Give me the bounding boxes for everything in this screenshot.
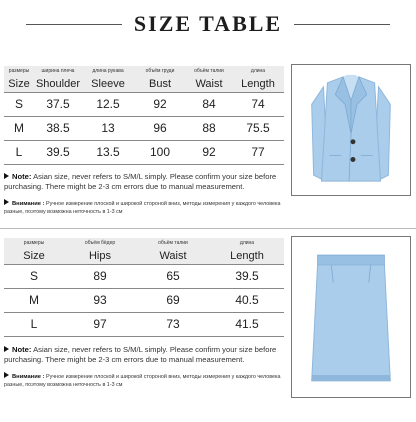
table-cell: 93	[64, 288, 136, 312]
table-cell: 13	[82, 116, 134, 140]
section-divider	[0, 228, 416, 229]
header-cell: Hips	[64, 248, 136, 264]
table-row	[4, 288, 284, 312]
triangle-bullet-icon	[4, 199, 9, 205]
table-row	[4, 140, 284, 164]
note-ru-text: Ручное измерение плоской и широкой стороной вниз, методы измерения у каждого человека разные, поэтому возможна неточность в 1-3 см	[4, 374, 281, 388]
header-cell: Size	[4, 76, 34, 92]
table-cell: 92	[186, 140, 232, 164]
note-text: Asian size, never refers to S/M/L simply. Please confirm your size before purchasing. There might be 2-3 cm errors due to manual measurement.	[4, 172, 277, 191]
skirt-ru-header-row	[4, 238, 284, 248]
table-cell: 37.5	[34, 92, 82, 116]
header-cell: Size	[4, 248, 64, 264]
table-cell: 84	[186, 92, 232, 116]
skirt-size-table	[4, 238, 284, 337]
note-text: Asian size, never refers to S/M/L simply. Please confirm your size before purchasing. There might be 2-3 cm errors due to manual measurement.	[4, 345, 277, 364]
blazer-icon	[292, 65, 410, 195]
ru-header-cell: размеры	[4, 66, 34, 76]
table-cell: 39.5	[34, 140, 82, 164]
blue-skirt-image	[291, 236, 411, 398]
page-title: SIZE TABLE	[133, 11, 283, 36]
note-label: Note:	[12, 172, 32, 181]
ru-header-cell: размеры	[4, 238, 64, 248]
table-cell: 40.5	[210, 288, 284, 312]
table-cell: 73	[136, 312, 210, 336]
skirt-note	[4, 345, 286, 365]
skirt-header-row	[4, 248, 284, 264]
table-cell: 77	[232, 140, 284, 164]
header-cell: Shoulder	[34, 76, 82, 92]
size-cell: S	[4, 264, 64, 288]
header-cell: Sleeve	[82, 76, 134, 92]
triangle-bullet-icon	[4, 372, 9, 378]
table-cell: 69	[136, 288, 210, 312]
table-cell: 92	[134, 92, 186, 116]
size-cell: L	[4, 312, 64, 336]
table-cell: 74	[232, 92, 284, 116]
note-ru-label: Внимание :	[12, 374, 45, 380]
triangle-bullet-icon	[4, 346, 9, 352]
table-cell: 88	[186, 116, 232, 140]
header-cell: Bust	[134, 76, 186, 92]
table-cell: 41.5	[210, 312, 284, 336]
ru-header-cell: объём груди	[134, 66, 186, 76]
table-cell: 39.5	[210, 264, 284, 288]
table-row	[4, 116, 284, 140]
skirt-icon	[292, 237, 410, 397]
triangle-bullet-icon	[4, 173, 9, 179]
jacket-note-ru	[4, 199, 286, 216]
blue-blazer-image	[291, 64, 411, 196]
table-cell: 38.5	[34, 116, 82, 140]
note-ru-text: Ручное измерение плоской и широкой стороной вниз, методы измерения у каждого человека разные, поэтому возможна неточность в 1-3 см	[4, 201, 281, 215]
ru-header-cell: длина	[210, 238, 284, 248]
jacket-ru-header-row	[4, 66, 284, 76]
table-cell: 75.5	[232, 116, 284, 140]
jacket-size-table	[4, 66, 284, 165]
title-rule-left	[26, 24, 122, 25]
note-ru-label: Внимание :	[12, 201, 45, 207]
title-rule-right	[294, 24, 390, 25]
table-cell: 65	[136, 264, 210, 288]
table-row	[4, 92, 284, 116]
table-cell: 100	[134, 140, 186, 164]
ru-header-cell: объём талии	[186, 66, 232, 76]
jacket-header-row	[4, 76, 284, 92]
table-cell: 12.5	[82, 92, 134, 116]
header-cell: Waist	[186, 76, 232, 92]
table-cell: 96	[134, 116, 186, 140]
ru-header-cell: длина	[232, 66, 284, 76]
header-cell: Length	[232, 76, 284, 92]
table-cell: 89	[64, 264, 136, 288]
table-row	[4, 264, 284, 288]
header-cell: Waist	[136, 248, 210, 264]
ru-header-cell: длина рукава	[82, 66, 134, 76]
size-cell: M	[4, 116, 34, 140]
size-table-title	[0, 8, 416, 40]
ru-header-cell: объём бёдер	[64, 238, 136, 248]
note-label: Note:	[12, 345, 32, 354]
jacket-note	[4, 172, 286, 192]
ru-header-cell: объём талии	[136, 238, 210, 248]
ru-header-cell: ширина плеча	[34, 66, 82, 76]
header-cell: Length	[210, 248, 284, 264]
size-cell: M	[4, 288, 64, 312]
skirt-note-ru	[4, 372, 286, 389]
table-cell: 13.5	[82, 140, 134, 164]
size-cell: L	[4, 140, 34, 164]
table-row	[4, 312, 284, 336]
size-cell: S	[4, 92, 34, 116]
table-cell: 97	[64, 312, 136, 336]
